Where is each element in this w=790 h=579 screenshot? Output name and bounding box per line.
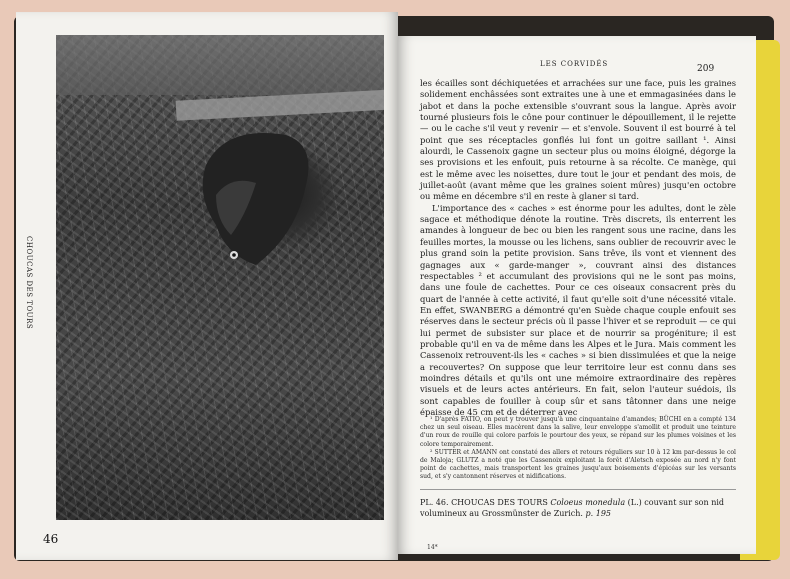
footnotes — [420, 416, 736, 482]
right-page-number: 209 — [697, 64, 715, 74]
signature-mark: 14* — [427, 544, 438, 551]
caption-page-ref: p. 195 — [585, 509, 612, 518]
plate-photograph — [56, 35, 384, 520]
caption-rule — [420, 489, 736, 490]
running-head: LES CORVIDÉS — [540, 60, 609, 68]
caption-species-name: CHOUCAS DES TOURS — [451, 498, 548, 507]
caption-description: (L.) couvant sur son nid volumineux au Grossmünster de Zurich. — [420, 498, 725, 518]
jackdaw-on-nest-image — [186, 105, 316, 275]
paragraph: L'importance des « caches » est énorme pour les adultes, dont le zèle sagace et méthodique dénote la routine. Très discrets, ils enterrent les amandes à longueur de bec ou bien les rangent sous une racine, dans les feuilles mortes, la mousse ou les lichens, sans oublier de recouvrir avec le plus grand soin la petite provision. Sans trêve, ils vont et viennent des gagnages aux « garde-manger », couvrant ainsi des distances respectables ² et accumulant des provisions qui ne le sont pas moins, dans une foule de cachettes. Pour ce ces oiseaux consacrent près du quart de l'année à cette activité, il faut qu'elle soit d'une nécessité vitale. En effet, SWANBERG a démontré qu'en Suède chaque couple enfouit ses réserves dans le secteur précis où il passe l'hiver et se reproduit — ce qui lui permet de subsister sur place et de nourrir sa progéniture; il est probable qu'il en va de même dans les Alpes et le Jura. Mais comment les Cassenoix retrouvent-ils les « caches » si bien dissimulées et que la neige a recouvertes? On suppose que leur territoire leur est connu dans ses moindres détails et qu'ils ont une mémoire extraordinaire des repères visuels et de leurs actes antérieurs. En fait, selon l'auteur suédois, ils sont capables de fouiller à coup sûr et sans tâtonner dans une neige épaisse de 45 cm et de déterrer avec — [420, 202, 736, 417]
footnote: ¹ D'après FATIO, on peut y trouver jusqu'à une cinquantaine d'amandes; BÜCHI en a compté 134 chez un seul oiseau. Elles macèrent dans la salive, leur enveloppe s'amollit et produit une teinture d'un roux de rouille qui colore parfois le pourtour des yeux, se répand sur les plumes voisines et les colore temporairement. — [420, 416, 736, 448]
paragraph: les écailles sont déchiquetées et arrachées sur une face, puis les graines solidement enchâssées sont extraites une à une et emmagasinées dans le jabot et dans la poche extensible s'ouvrant sous la langue. Après avoir tourné plusieurs fois le cône pour continuer le dépouillement, il le rejette — ou le cache s'il veut y revenir — et s'envole. Souvent il est bourré à tel point que ses réceptacles gonflés lui font un goitre saillant ¹. Ainsi alourdi, le Cassenoix gagne un secteur plus ou moins éloigné, dégorge la ses provisions et les enfouit, puis retourne à sa récolte. Ce manège, qui est le même avec les noisettes, dure tout le jour et pendant des mois, de juillet-août (avant même que les graines soient mûres) jusqu'en octobre ou même en décembre s'il en reste à glaner si tard. — [420, 78, 736, 202]
footnote: ² SUTTER et AMANN ont constaté des allers et retours réguliers sur 10 à 12 km par-dessus le col de Maloja; GLUTZ a noté que les Cassenoix exploitant la forêt d'Aletsch exposée au nord n'y font point de cachettes, mais transportent les graines jusqu'aux boisements d'épicéas sur les versants sud, et s'y cantonnent réserves et nidifications. — [420, 448, 736, 481]
left-page-number: 46 — [43, 532, 59, 546]
photo-background — [56, 35, 384, 95]
plate-caption — [420, 497, 736, 519]
caption-label: PL. 46. — [420, 498, 449, 507]
body-text — [420, 78, 736, 418]
side-title: CHOUCAS DES TOURS — [25, 236, 33, 330]
caption-latin-name: Coloeus monedula — [550, 498, 626, 507]
